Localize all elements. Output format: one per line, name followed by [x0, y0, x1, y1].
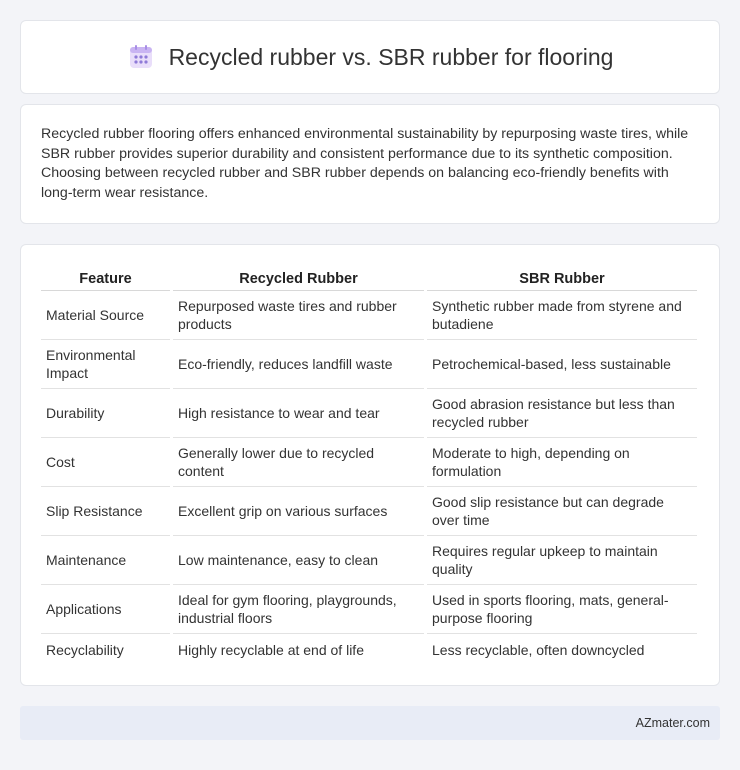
recycled-cell: Low maintenance, easy to clean: [173, 536, 424, 585]
table-row: [41, 634, 697, 666]
sbr-cell: Synthetic rubber made from styrene and butadiene: [427, 291, 697, 340]
sbr-cell: Good abrasion resistance but less than recycled rubber: [427, 389, 697, 438]
recycled-cell: Ideal for gym flooring, playgrounds, industrial floors: [173, 585, 424, 634]
sbr-cell: Petrochemical-based, less sustainable: [427, 340, 697, 389]
table-row: [41, 536, 697, 585]
recycled-cell: Eco-friendly, reduces landfill waste: [173, 340, 424, 389]
feature-cell: Cost: [41, 438, 170, 487]
sbr-cell: Moderate to high, depending on formulation: [427, 438, 697, 487]
recycled-cell: Highly recyclable at end of life: [178, 642, 364, 658]
feature-cell: Applications: [41, 585, 170, 634]
header-recycled-rubber: Recycled Rubber: [173, 267, 424, 291]
title-card: [20, 20, 720, 94]
summary-text: Recycled rubber flooring offers enhanced environmental sustainability by repurposing waste tires, while SBR rubber provides superior durability and consistent performance due to its synthetic composition. Choosing between recycled rubber and SBR rubber depends on balancing eco-friendly benefits with long-term wear resistance.: [41, 126, 689, 201]
recycled-cell: Excellent grip on various surfaces: [173, 487, 424, 536]
comparison-table: [38, 267, 700, 666]
footer-bar: [20, 706, 720, 740]
feature-cell: Environmental Impact: [41, 340, 170, 389]
recycled-cell: High resistance to wear and tear: [173, 389, 424, 438]
table-row: [41, 438, 697, 487]
sbr-cell: Less recyclable, often downcycled: [432, 642, 645, 658]
feature-cell: Maintenance: [41, 536, 170, 585]
feature-cell: Durability: [41, 389, 170, 438]
title-wrap: [127, 43, 614, 71]
table-row: [41, 585, 697, 634]
table-row: [41, 389, 697, 438]
header-sbr-rubber: SBR Rubber: [427, 267, 697, 291]
sbr-cell: Requires regular upkeep to maintain quality: [427, 536, 697, 585]
calendar-grid-icon: [127, 43, 155, 71]
table-row: [41, 291, 697, 340]
feature-cell: Material Source: [41, 291, 170, 340]
header-feature: Feature: [41, 267, 170, 291]
recycled-cell: Generally lower due to recycled content: [173, 438, 424, 487]
table-header-row: [41, 267, 697, 291]
footer-brand: AZmater.com: [635, 716, 710, 730]
sbr-cell: Used in sports flooring, mats, general-purpose flooring: [427, 585, 697, 634]
recycled-cell: Repurposed waste tires and rubber products: [173, 291, 424, 340]
sbr-cell: Good slip resistance but can degrade over time: [427, 487, 697, 536]
table-row: [41, 340, 697, 389]
comparison-table-card: [20, 244, 720, 686]
summary-card: [20, 104, 720, 224]
feature-cell: Recyclability: [46, 642, 124, 658]
page-title: Recycled rubber vs. SBR rubber for flooring: [168, 43, 614, 70]
table-row: [41, 487, 697, 536]
feature-cell: Slip Resistance: [41, 487, 170, 536]
